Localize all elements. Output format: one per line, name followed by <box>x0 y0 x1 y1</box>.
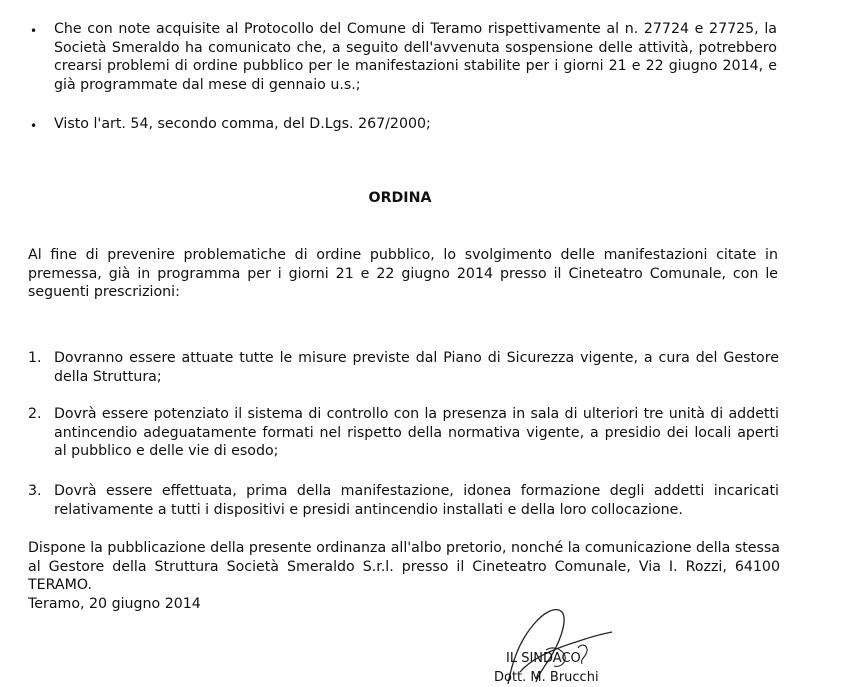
intro-paragraph: Al fine di prevenire problematiche di ordine pubblico, lo svolgimento delle manifestazioni citate in premessa, già in programma per i giorni 21 e 22 giugno 2014 presso il Cineteatro Comunale, con le seguenti prescrizioni: <box>28 247 778 300</box>
prescription-item: Dovrà essere potenziato il sistema di controllo con la presenza in sala di ulteriori tre unità di addetti antincendio adeguatamente formati nel rispetto della normativa vigente, a presidio dei locali aperti al pubblico e delle vie di esodo; <box>54 406 779 459</box>
signature-name: Dott. M. Brucchi <box>494 670 599 685</box>
prescription-item: Dovrà essere effettuata, prima della manifestazione, idonea formazione degli addetti incaricati relativamente a tutti i dispositivi e presidi antincendio installati e della loro collocazione. <box>54 483 779 518</box>
bullet-marker: • <box>30 119 38 133</box>
premise-paragraph: Visto l'art. 54, secondo comma, del D.Lgs. 267/2000; <box>54 116 431 132</box>
signature-title: IL SINDACO <box>506 651 581 666</box>
prescription-item: Dovranno essere attuate tutte le misure previste dal Piano di Sicurezza vigente, a cura del Gestore della Struttura; <box>54 350 779 385</box>
premise-paragraph: Che con note acquisite al Protocollo del Comune di Teramo rispettivamente al n. 27724 e 27725, la Società Smeraldo ha comunicato che, a seguito dell'avvenuta sospensione delle attività, potrebbero crearsi problemi di ordine pubblico per le manifestazioni stabilite per i giorni 21 e 22 giugno 2014, e già programmate dal mese di gennaio u.s.; <box>54 21 777 93</box>
list-number: 2. <box>28 406 42 422</box>
date-line: Teramo, 20 giugno 2014 <box>28 596 201 612</box>
section-heading: ORDINA <box>368 190 432 206</box>
list-number: 3. <box>28 483 42 499</box>
list-number: 1. <box>28 350 42 366</box>
bullet-marker: • <box>30 24 38 38</box>
publication-paragraph: Dispone la pubblicazione della presente ordinanza all'albo pretorio, nonché la comunicazione della stessa al Gestore della Struttura Società Smeraldo S.r.l. presso il Cineteatro Comunale, Via I. Rozzi, 64100 TERAMO. <box>28 540 780 593</box>
